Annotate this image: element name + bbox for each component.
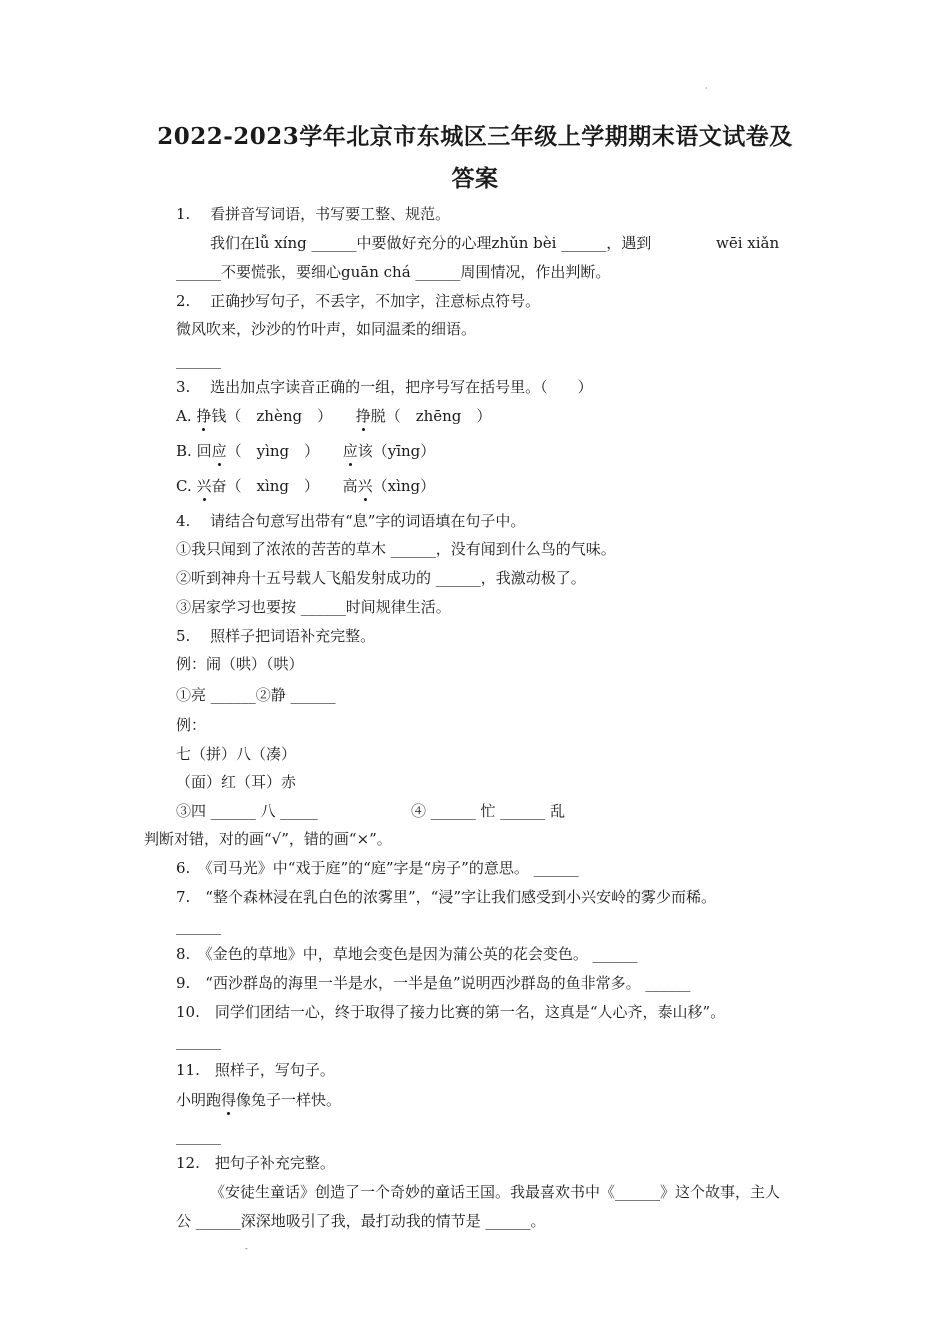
- q6: 6. 《司马光》中“戏于庭”的“庭”字是“房子”的意思。 ______: [176, 859, 579, 877]
- q3-a-word-1: 钱（ zhèng ）: [211, 407, 333, 425]
- q3-c-label: C.: [176, 477, 192, 495]
- q3-c-dot-char-1: 兴: [196, 477, 212, 495]
- q12-line-1: 《安徒生童话》创造了一个奇妙的童话王国。我最喜欢书中《______》这个故事，主人: [210, 1183, 781, 1201]
- q12-stem: 12. 把句子补充完整。: [176, 1154, 335, 1172]
- q11-sentence-pre: 小明跑: [176, 1091, 222, 1109]
- q3-b-label: B.: [176, 442, 192, 460]
- q1-line2-a: ______不要慌张，要细心: [176, 263, 342, 281]
- q10-blank: ______: [176, 1032, 221, 1050]
- q4-sentence-3: ③居家学习也要按 ______时间规律生活。: [176, 598, 451, 616]
- q4-stem: 4. 请结合句意写出带有“息”字的词语填在句子中。: [176, 512, 526, 530]
- q5-example-2-line-2: （面）红（耳）赤: [176, 773, 297, 791]
- q1-line2: [176, 262, 610, 282]
- q11-blank: ______: [176, 1127, 221, 1145]
- bottom-mark: -: [245, 1244, 248, 1253]
- q3-stem: 3. 选出加点字读音正确的一组，把序号写在括号里。（ ）: [176, 378, 593, 396]
- q3-option-b: [176, 441, 435, 461]
- q1-line1: [210, 233, 651, 253]
- q5-example-1: 例：闹（哄）（哄）: [176, 655, 304, 673]
- q1-line1-b: zhǔn bèi ______，遇到: [491, 234, 652, 252]
- q5-items-1: ①亮 ______②静 ______: [176, 686, 336, 704]
- q2-answer-blank: ______: [176, 351, 221, 369]
- q2-stem: 2. 正确抄写句子，不丢字，不加字，注意标点符号。: [176, 292, 541, 310]
- q3-c-pre-2: 高: [342, 477, 358, 495]
- q4-sentence-1: ①我只闻到了浓浓的苦苦的草木 ______，没有闻到什么鸟的气味。: [176, 540, 616, 558]
- q11-dot-char: 得: [221, 1091, 237, 1109]
- q3-c-word-1: 奋（ xìng ）: [211, 477, 320, 495]
- q3-a-dot-char-2: 挣: [355, 407, 371, 425]
- q5-stem: 5. 照样子把词语补充完整。: [176, 627, 376, 645]
- q11-stem: 11. 照样子，写句子。: [176, 1061, 335, 1079]
- q8: 8. 《金色的草地》中，草地会变色是因为蒲公英的花会变色。 ______: [176, 945, 638, 963]
- q3-a-word-2: 脱（ zhēng ）: [370, 407, 492, 425]
- q4-sentence-2: ②听到神舟十五号载人飞船发射成功的 ______，我激动极了。: [176, 569, 586, 587]
- q11-sentence-rest: 像兔子一样快。: [236, 1091, 342, 1109]
- q5-example-2-line-1: 七（拼）八（凑）: [176, 745, 297, 763]
- q3-a-dot-char-1: 挣: [196, 407, 212, 425]
- q3-b-pre-1: 回: [196, 442, 212, 460]
- q3-option-a: [176, 406, 491, 426]
- q3-b-word-1: （ yìng ）: [226, 442, 320, 460]
- q10: 10. 同学们团结一心，终于取得了接力比赛的第一名，这真是“人心齐，泰山移”。: [176, 1003, 726, 1021]
- q7-blank: ______: [176, 917, 221, 935]
- q5-example-2-label: 例：: [176, 716, 207, 734]
- q3-c-dot-char-2: 兴: [357, 477, 373, 495]
- q1-stem: 1. 看拼音写词语，书写要工整、规范。: [176, 205, 451, 223]
- q12-line-2: 公 ______深深地吸引了我，最打动我的情节是 ______。: [176, 1212, 546, 1230]
- judge-intro: 判断对错，对的画“√”，错的画“×”。: [144, 830, 392, 848]
- q3-b-dot-char-1: 应: [211, 442, 227, 460]
- title-line-2: 答案: [451, 165, 499, 192]
- q2-sentence: 微风吹来，沙沙的竹叶声，如同温柔的细语。: [176, 320, 477, 338]
- q1-line1-a: 我们在lǚ xíng ______中要做好充分的心理: [210, 234, 492, 252]
- q5-items-2a: ③四 ______ 八 _____: [176, 802, 318, 820]
- title-line-1: 2022-2023学年北京市东城区三年级上学期期末语文试卷及: [157, 123, 793, 150]
- q9: 9. “西沙群岛的海里一半是水，一半是鱼”说明西沙群岛的鱼非常多。 ______: [176, 974, 691, 992]
- q7: 7. “整个森林浸在乳白色的浓雾里”，“浸”字让我们感受到小兴安岭的雾少而稀。: [176, 888, 716, 906]
- q3-b-dot-char-2: 应: [342, 442, 358, 460]
- q5-items-2b: ④ ______ 忙 ______ 乱: [411, 802, 566, 820]
- q3-option-c: [176, 476, 435, 496]
- q11-sentence: [176, 1090, 341, 1110]
- q3-c-word-2: （xìng）: [372, 477, 436, 495]
- q1-line2-b: guān chá ______周围情况，作出判断。: [341, 263, 611, 281]
- q3-b-word-2: 该（yīng）: [357, 442, 436, 460]
- corner-mark: ·: [705, 84, 708, 93]
- q1-line1-c: wēi xiǎn: [716, 234, 780, 252]
- q3-a-label: A.: [176, 407, 192, 425]
